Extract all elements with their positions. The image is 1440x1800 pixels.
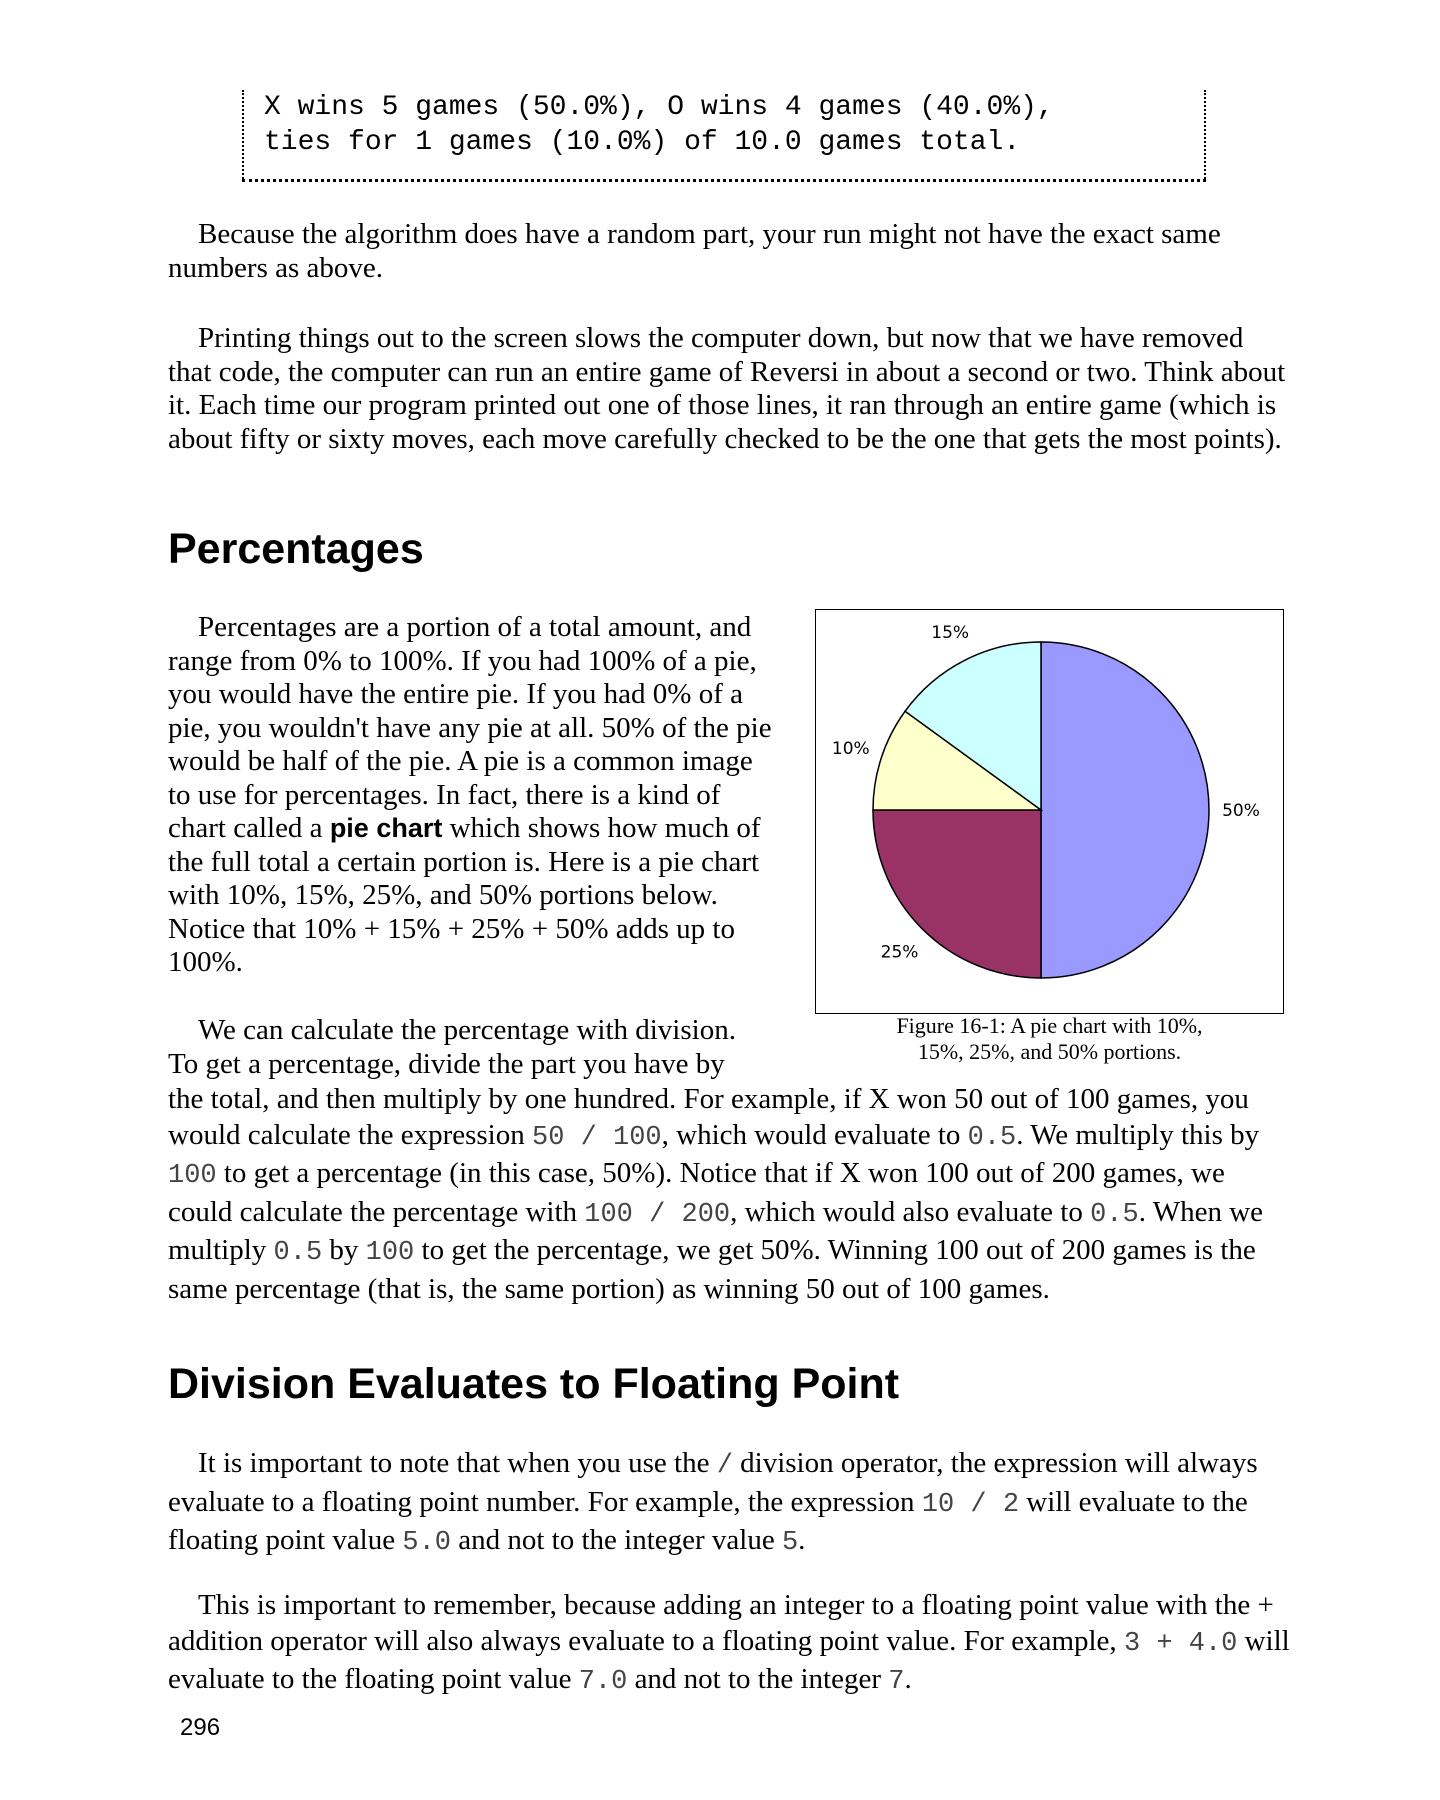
code-output-box: [242, 90, 1206, 182]
paragraph-division-operator: [168, 1446, 1290, 1562]
code-inline: 5: [781, 1528, 799, 1558]
paragraph-percentages-intro: [168, 611, 780, 980]
pie-chart-term: pie chart: [329, 813, 443, 843]
code-inline: 7.0: [578, 1667, 628, 1697]
paragraph-text: which shows how much of the full total a certain portion is. Here is a pie chart with 10%, 15%, 25%, and 50% portions below. Notice that 10% + 15% + 25% + 50% adds up to 100%.: [168, 812, 761, 978]
code-inline: 100 / 200: [584, 1199, 731, 1230]
pie-label-25: 25%: [880, 942, 919, 963]
paragraph-text: , which would evaluate to: [661, 1118, 961, 1151]
pie-slice-50: [1041, 642, 1209, 978]
paragraph-text: , which would also evaluate to: [730, 1195, 1083, 1228]
pie-chart-figure: [815, 609, 1284, 1014]
paragraph-text: will evaluate to the floating point value: [168, 1624, 1290, 1695]
pie-label-15: 15%: [931, 622, 970, 643]
code-inline: 10 / 2: [921, 1489, 1020, 1520]
paragraph-text: and not to the integer: [634, 1663, 881, 1695]
paragraph-text: . We multiply this by: [1016, 1118, 1260, 1151]
heading-percentages: Percentages: [168, 525, 424, 573]
figure-caption-line-2: 15%, 25%, and 50% portions.: [917, 1039, 1182, 1064]
code-inline: 3 + 4.0: [1123, 1628, 1238, 1659]
paragraph-text: This is important to remember, because adding an integer to a floating point value with the + addition operator will also always evaluate to a floating point value. For example,: [168, 1589, 1274, 1657]
code-output-line-2: ties for 1 games (10.0%) of 10.0 games total.: [264, 127, 1021, 158]
paragraph-text: by: [329, 1234, 359, 1266]
paragraph-text: to get a percentage (in this case, 50%). Notice that if X won 100 out of 200 games, we could calculate the percentage with: [168, 1157, 1225, 1228]
code-inline: 5.0: [402, 1528, 451, 1558]
code-inline: /: [716, 1451, 733, 1481]
paragraph-text: and not to the integer value: [458, 1524, 775, 1556]
code-output-line-1: X wins 5 games (50.0%), O wins 4 games (40.0%),: [264, 92, 1054, 123]
code-inline: 100: [365, 1238, 415, 1268]
paragraph-text: Percentages are a portion of a total amount, and range from 0% to 100%. If you had 100% of a pie, you would have the entire pie. If you had 0% of a pie, you wouldn't have any pie at all. 50% of the pie would be half of the pie. A pie is a common image to use for percentages. In fact, there is a kind of chart called a: [168, 611, 772, 844]
page-number: 296: [180, 1714, 221, 1741]
pie-label-50: 50%: [1222, 801, 1260, 821]
code-inline: 0.5: [967, 1122, 1017, 1153]
figure-caption: [815, 1013, 1284, 1065]
paragraph-calculate-rest: [168, 1082, 1290, 1307]
paragraph-random-note: [168, 218, 1290, 285]
paragraph-text: .: [798, 1524, 806, 1556]
pie-label-10: 10%: [831, 739, 870, 760]
paragraph-text: division operator, the expression will always evaluate to a floating point number. For example, the expression: [168, 1447, 1258, 1518]
code-inline: 50 / 100: [532, 1122, 662, 1153]
figure-caption-line-1: Figure 16-1: A pie chart with 10%,: [896, 1013, 1203, 1038]
paragraph-text: the total, and then multiply by one hundred. For example, if X won 50 out of 100 games, you would calculate the expression: [168, 1083, 1249, 1151]
paragraph-printing: [168, 322, 1290, 456]
pie-chart: [816, 610, 1285, 1015]
paragraph-text: will evaluate to the floating point value: [168, 1485, 1248, 1556]
paragraph-text: We can calculate the percentage with division.: [198, 1014, 736, 1046]
paragraph-text: to get the percentage, we get 50%. Winning 100 out of 200 games is the same percentage (that is, the same portion) as winning 50 out of 100 games.: [168, 1234, 1256, 1305]
code-inline: 100: [168, 1161, 217, 1191]
paragraph-text: It is important to note that when you use the: [198, 1447, 710, 1479]
code-inline: 0.5: [273, 1238, 323, 1268]
paragraph-addition-note: [168, 1588, 1290, 1701]
code-inline: 0.5: [1090, 1199, 1139, 1230]
paragraph-text: Printing things out to the screen slows the computer down, but now that we have removed that code, the computer can run an entire game of Reversi in about a second or two. Think about it. Each time our program printed out one of those lines, it ran through an entire game (which is about fifty or sixty moves, each move carefully checked to be the one that gets the most points).: [168, 322, 1286, 455]
paragraph-text: . When we multiply: [168, 1195, 1264, 1266]
code-inline: 7: [888, 1667, 905, 1697]
paragraph-text: To get a percentage, divide the part you have by: [168, 1048, 725, 1080]
paragraph-text: .: [904, 1663, 912, 1695]
heading-division: Division Evaluates to Floating Point: [168, 1360, 900, 1408]
paragraph-calculate-line-1: [168, 1014, 780, 1048]
paragraph-text: Because the algorithm does have a random part, your run might not have the exact same numbers as above.: [168, 218, 1221, 284]
paragraph-calculate-line-2: [168, 1048, 780, 1082]
